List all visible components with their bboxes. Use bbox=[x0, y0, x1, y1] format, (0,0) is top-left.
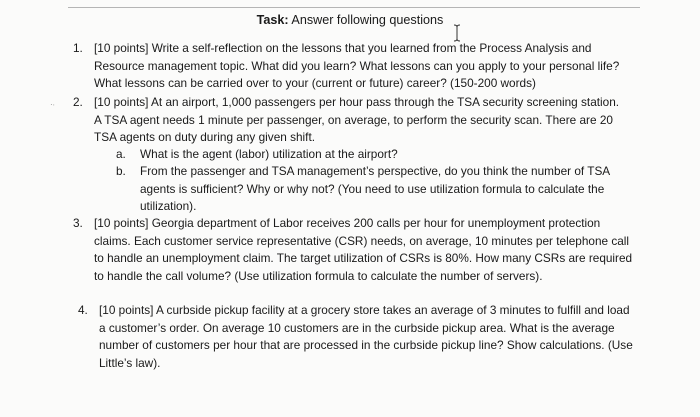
text-line: claims. Each customer service representative (CSR) needs, on average, 10 minutes per telephone call bbox=[94, 233, 630, 248]
text-line: Resource management topic. What did you learn? What lessons can you apply to your personal life? bbox=[94, 58, 620, 73]
subquestion-letter: b. bbox=[116, 164, 126, 178]
text-line: Little’s law). bbox=[99, 355, 161, 370]
page-title bbox=[0, 13, 700, 27]
text-line: utilization). bbox=[140, 199, 197, 214]
question-text bbox=[94, 215, 632, 285]
title-text: Answer following questions bbox=[288, 13, 444, 27]
text-line: TSA agents on duty during any given shift. bbox=[94, 130, 316, 145]
text-line: What lessons can be carried over to your (current or future) career? (150-200 words) bbox=[94, 76, 536, 91]
text-line: [10 points] A curbside pickup facility at a grocery store takes an average of 3 minutes to fulfill and load bbox=[99, 303, 630, 317]
text-line: [10 points] At an airport, 1,000 passengers per hour pass through the TSA security screening station. bbox=[94, 95, 620, 109]
text-line: A TSA agent needs 1 minute per passenger, on average, to perform the security scan. There are 20 bbox=[94, 112, 613, 127]
text-line: to handle the call volume? (Use utilization formula to calculate the number of servers). bbox=[94, 268, 543, 283]
question-number: 3. bbox=[73, 216, 83, 230]
text-line: to handle an unemployment claim. The target utilization of CSRs is 80%. How many CSRs are required bbox=[94, 251, 633, 266]
text-line: [10 points] Write a self-reflection on the lessons that you learned from the Process Analysis and bbox=[94, 41, 592, 55]
question-number: 2. bbox=[73, 95, 83, 109]
text-line: a customer’s order. On average 10 customers are in the curbside pickup area. What is the average bbox=[99, 320, 615, 335]
text-line: What is the agent (labor) utilization at the airport? bbox=[140, 147, 398, 161]
margin-mark: ·∙ bbox=[50, 100, 55, 109]
text-line: From the passenger and TSA management’s perspective, do you think the number of TSA bbox=[140, 164, 611, 178]
text-line: [10 points] Georgia department of Labor receives 200 calls per hour for unemployment protection bbox=[94, 216, 601, 230]
text-line: number of customers per hour that are processed in the curbside pickup line? Show calculations. (Use bbox=[99, 338, 633, 353]
question-number: 4. bbox=[78, 303, 88, 317]
question-text bbox=[99, 302, 633, 372]
subquestion-letter: a. bbox=[116, 147, 126, 161]
question-text bbox=[94, 94, 619, 147]
subquestion-text bbox=[140, 163, 610, 216]
title-prefix: Task: bbox=[256, 13, 289, 27]
top-divider bbox=[68, 7, 640, 8]
subquestion-text bbox=[140, 146, 398, 164]
text-line: agents is sufficient? Why or why not? (You need to use utilization formula to calculate the bbox=[140, 181, 605, 196]
question-text bbox=[94, 40, 619, 93]
question-number: 1. bbox=[73, 41, 83, 55]
